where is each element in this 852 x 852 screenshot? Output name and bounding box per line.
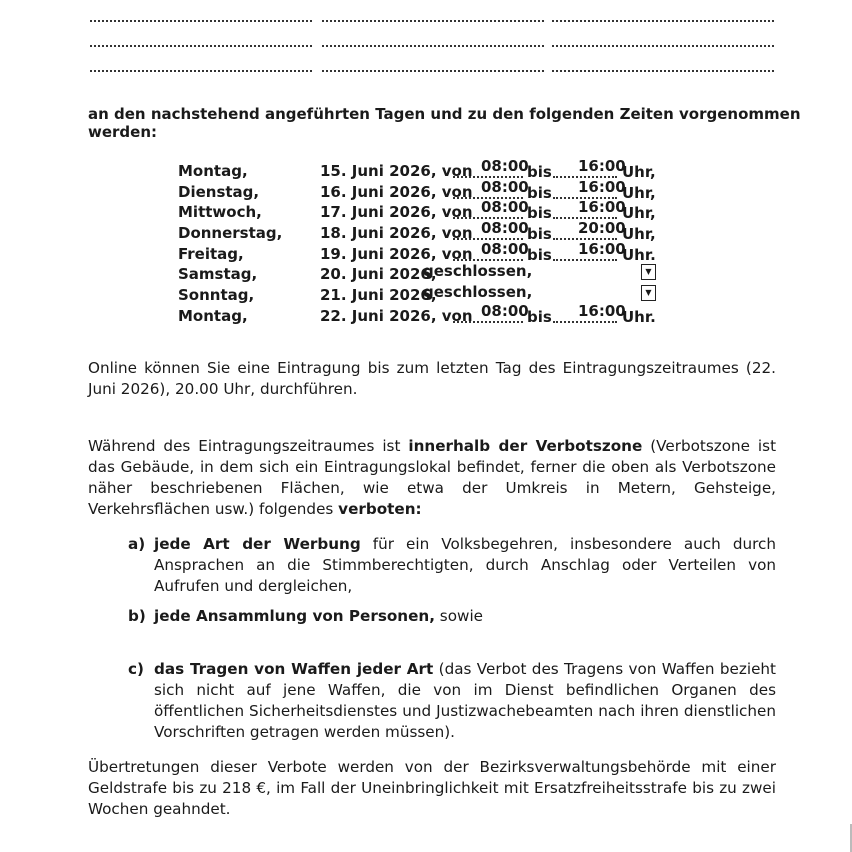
day-label: Dienstag, bbox=[178, 182, 260, 201]
uhr-label: Uhr, bbox=[622, 204, 656, 223]
list-bold: jede Art der Werbung bbox=[154, 535, 361, 553]
uhr-label: Uhr, bbox=[622, 163, 656, 181]
online-paragraph: Online können Sie eine Eintragung bis zum letzten Tag des Eintragungszeitraumes (22. Juni 2026), 20.00 Uhr, durchführen. bbox=[88, 359, 776, 398]
day-label: Montag, bbox=[178, 306, 248, 325]
list-rest: für ein Volksbegehren, insbesondere auch durch Ansprachen an die Stimmberechtigten, durch Anschlag oder Verteilen von Aufrufen und dergleichen, bbox=[154, 535, 776, 595]
fill-line[interactable] bbox=[552, 35, 774, 47]
time-from: 08:00 bbox=[481, 219, 529, 238]
fill-line[interactable] bbox=[90, 35, 312, 47]
uhr-label: Uhr. bbox=[622, 307, 656, 326]
fill-line[interactable] bbox=[322, 60, 544, 72]
fill-line[interactable] bbox=[90, 60, 312, 72]
date-label: 15. Juni 2026, von bbox=[320, 162, 473, 180]
time-from: 08:00 bbox=[481, 239, 529, 258]
day-label: Sonntag, bbox=[178, 286, 255, 305]
time-from: 08:00 bbox=[481, 301, 529, 320]
date-label: 16. Juni 2026, von bbox=[320, 182, 473, 201]
list-label: c) bbox=[128, 660, 144, 678]
bis-label: bis bbox=[527, 225, 552, 244]
bis-label: bis bbox=[527, 307, 552, 326]
date-label: 18. Juni 2026, von bbox=[320, 224, 473, 243]
fill-line-row bbox=[90, 35, 774, 47]
list-text bbox=[154, 659, 776, 743]
time-to: 20:00 bbox=[578, 219, 626, 238]
zone-text: (Verbotszone ist das Gebäude, in dem sich ein Eintragungslokal befindet, ferner die oben als Verbotszone näher beschriebenen Flächen, wie etwa der Umkreis in Metern, Gehsteige, Verkehrsflächen usw.) folgendes bbox=[88, 437, 777, 518]
list-rest: sowie bbox=[434, 607, 484, 625]
time-from: 08:00 bbox=[481, 177, 529, 196]
zone-bold: innerhalb der Verbotszone bbox=[408, 437, 643, 455]
uhr-label: Uhr, bbox=[622, 183, 656, 202]
day-label: Donnerstag, bbox=[178, 224, 283, 243]
day-label: Mittwoch, bbox=[178, 203, 262, 222]
bis-label: bis bbox=[527, 183, 552, 202]
list-label: b) bbox=[128, 607, 146, 625]
time-to: 16:00 bbox=[578, 198, 626, 217]
chevron-down-icon[interactable]: ▼ bbox=[641, 285, 656, 301]
intro-line: an den nachstehend angeführten Tagen und zu den folgenden Zeiten vorgenommen werden: bbox=[88, 105, 801, 141]
fill-line[interactable] bbox=[322, 35, 544, 47]
schedule-table bbox=[178, 157, 698, 326]
uhr-label: Uhr, bbox=[622, 225, 656, 244]
bis-label: bis bbox=[527, 204, 552, 223]
closed-label: geschlossen, bbox=[423, 283, 533, 302]
schedule-row bbox=[178, 239, 698, 264]
penalty-paragraph: Übertretungen dieser Verbote werden von der Bezirksverwaltungsbehörde mit einer Geldstrafe bis zu 218 €, im Fall der Uneinbringlichkeit mit Ersatzfreiheitsstrafe bis zu zwei Wochen geahndet. bbox=[88, 758, 776, 818]
list-text bbox=[154, 534, 776, 597]
time-to: 16:00 bbox=[578, 157, 626, 175]
zone-text: Während des Eintragungszeitraumes ist bbox=[88, 437, 409, 455]
day-label: Freitag, bbox=[178, 244, 244, 263]
time-to: 16:00 bbox=[578, 239, 626, 258]
date-label: 17. Juni 2026, von bbox=[320, 203, 473, 222]
list-text bbox=[154, 606, 776, 627]
day-label: Samstag, bbox=[178, 265, 258, 284]
bis-label: bis bbox=[527, 245, 552, 264]
list-bold: jede Ansammlung von Personen, bbox=[154, 607, 435, 625]
fill-line-row bbox=[90, 60, 774, 72]
date-label: 21. Juni 2026, bbox=[320, 286, 437, 305]
list-bold: das Tragen von Waffen jeder Art bbox=[154, 660, 434, 678]
list-rest: (das Verbot des Tragens von Waffen bezieht sich nicht auf jene Waffen, die von im Dienst befindlichen Organen des öffentlichen Sicherheitsdienstes und Justizwachebeamten nach ihren dienstlichen Vorschriften getragen werden müssen). bbox=[154, 660, 776, 741]
uhr-label: Uhr. bbox=[622, 245, 656, 264]
fill-line[interactable] bbox=[552, 10, 774, 22]
fill-line-row bbox=[90, 10, 774, 22]
time-from: 08:00 bbox=[481, 157, 529, 175]
zone-paragraph bbox=[88, 436, 776, 520]
closed-label: geschlossen, bbox=[423, 262, 533, 281]
bis-label: bis bbox=[527, 163, 552, 181]
day-label: Montag, bbox=[178, 162, 248, 180]
fill-line[interactable] bbox=[90, 10, 312, 22]
date-label: 22. Juni 2026, von bbox=[320, 306, 473, 325]
schedule-row bbox=[178, 301, 698, 326]
fill-line[interactable] bbox=[552, 60, 774, 72]
time-to: 16:00 bbox=[578, 301, 626, 320]
date-label: 19. Juni 2026, von bbox=[320, 244, 473, 263]
date-label: 20. Juni 2026, bbox=[320, 265, 437, 284]
schedule-row bbox=[178, 263, 698, 284]
time-from: 08:00 bbox=[481, 198, 529, 217]
list-label: a) bbox=[128, 535, 146, 553]
chevron-down-icon[interactable]: ▼ bbox=[641, 264, 656, 280]
time-to: 16:00 bbox=[578, 177, 626, 196]
fill-line[interactable] bbox=[322, 10, 544, 22]
zone-bold: verboten: bbox=[338, 500, 422, 518]
